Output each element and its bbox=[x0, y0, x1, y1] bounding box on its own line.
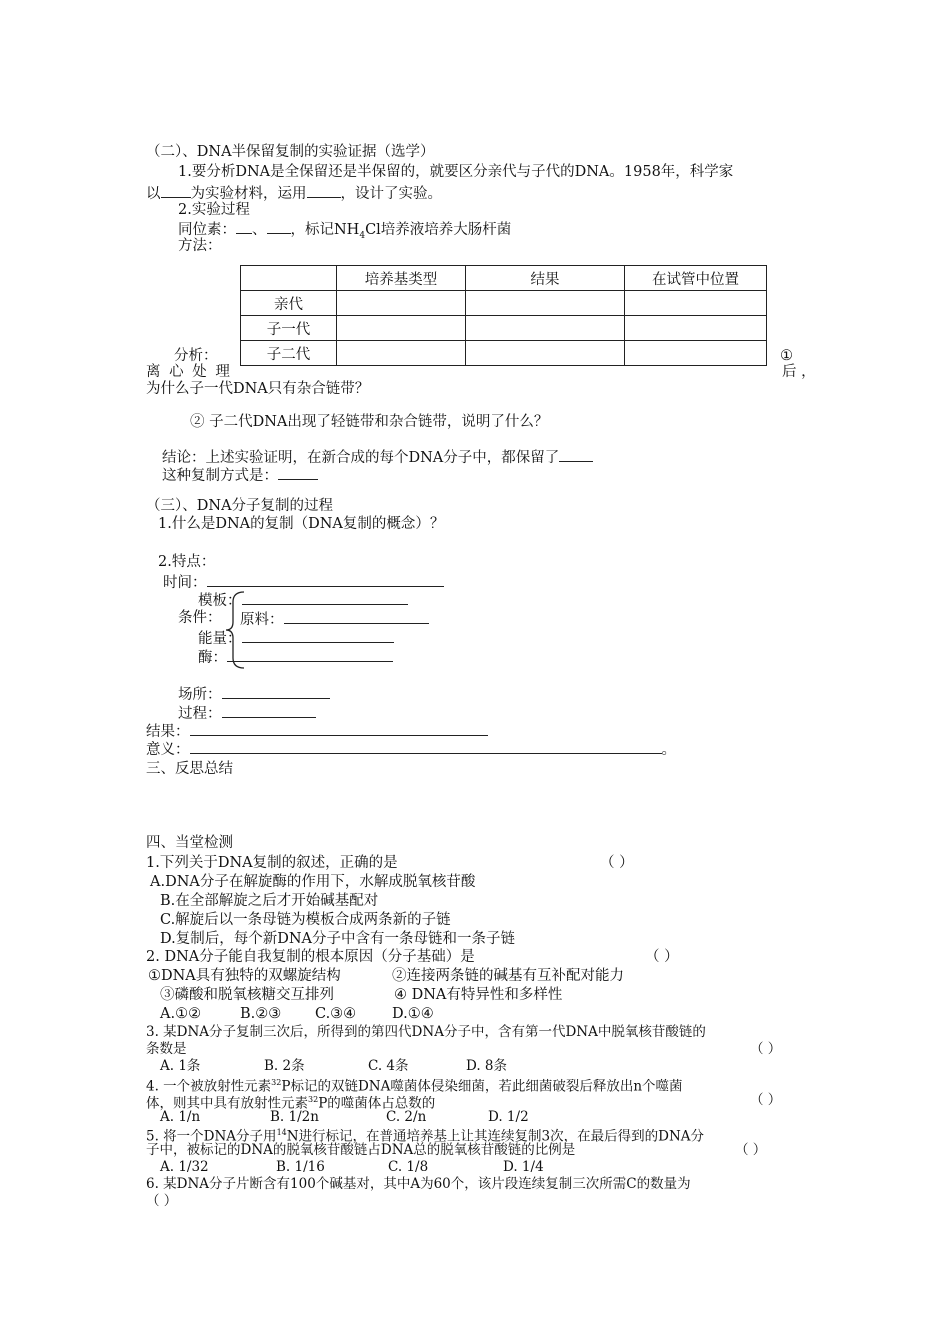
q2-option-d[interactable]: D.①④ bbox=[392, 1006, 434, 1022]
q4-paren[interactable]: （ ） bbox=[750, 1092, 782, 1108]
q5-paren[interactable]: （ ） bbox=[735, 1142, 767, 1158]
q2-item-4: ④ DNA有特异性和多样性 bbox=[394, 987, 563, 1003]
analysis-q2: ② 子二代DNA出现了轻链带和杂合链带，说明了什么？ bbox=[190, 414, 549, 430]
q5-option-c[interactable]: C. 1/8 bbox=[388, 1159, 429, 1175]
table-header: 培养基类型 bbox=[337, 266, 466, 291]
blank-meaning[interactable] bbox=[190, 739, 662, 754]
q4-option-d[interactable]: D. 1/2 bbox=[488, 1109, 529, 1125]
raw-label: 原料： bbox=[240, 612, 284, 628]
q3-option-a[interactable]: A. 1条 bbox=[160, 1058, 201, 1074]
meaning-end: 。 bbox=[661, 742, 676, 758]
s3-features: 2.特点： bbox=[158, 554, 216, 570]
q2-item-1: ①DNA具有独特的双螺旋结构 bbox=[148, 968, 341, 984]
table-cell[interactable] bbox=[466, 316, 625, 341]
meaning-label: 意义： bbox=[146, 742, 190, 758]
q5-sup: 14 bbox=[276, 1128, 287, 1137]
row-label: 亲代 bbox=[241, 291, 337, 316]
s2-p2: 2.实验过程 bbox=[178, 202, 250, 218]
s2-p1-line2 bbox=[146, 183, 442, 203]
blank-enzyme[interactable] bbox=[227, 647, 393, 662]
s2-isotope-line bbox=[178, 219, 511, 245]
q2-item-2: ②连接两条链的碱基有互补配对能力 bbox=[392, 968, 624, 984]
row-label: 子一代 bbox=[241, 316, 337, 341]
q1-paren[interactable]: （ ） bbox=[600, 855, 634, 871]
analysis-q1: 为什么子一代DNA只有杂合链带？ bbox=[146, 381, 370, 397]
s2-p1-b: 为实验材料，运用 bbox=[190, 186, 307, 202]
blank-raw[interactable] bbox=[284, 609, 429, 624]
time-line bbox=[163, 572, 444, 592]
isotope-c: ，标记NH bbox=[290, 222, 360, 238]
q1-option-b[interactable]: B.在全部解旋之后才开始碱基配对 bbox=[160, 893, 379, 909]
table-cell[interactable] bbox=[466, 341, 625, 366]
quiz-heading: 四、当堂检测 bbox=[146, 835, 233, 851]
q2-option-b[interactable]: B.②③ bbox=[240, 1006, 282, 1022]
table-cell[interactable] bbox=[337, 316, 466, 341]
section3-heading: （三）、DNA分子复制的过程 bbox=[146, 498, 334, 514]
q5-option-a[interactable]: A. 1/32 bbox=[160, 1159, 209, 1175]
q2-paren[interactable]: （ ） bbox=[645, 949, 679, 965]
q4-sup: 32 bbox=[271, 1078, 282, 1087]
blank-material[interactable] bbox=[161, 183, 191, 198]
result-label: 结果： bbox=[146, 724, 190, 740]
s2-method: 方法： bbox=[178, 238, 222, 254]
q3-line2: 条数是 bbox=[146, 1041, 187, 1057]
q4-l2-post: P的噬菌体占总数的 bbox=[318, 1095, 436, 1112]
table-header bbox=[241, 266, 337, 291]
q5-line2: 子中，被标记的DNA的脱氧核苷酸链占DNA总的脱氧核苷酸链的比例是 bbox=[146, 1142, 576, 1158]
q4-pre: 4. 一个被放射性元素 bbox=[146, 1078, 272, 1095]
q3-option-d[interactable]: D. 8条 bbox=[466, 1058, 508, 1074]
blank-isotope-1[interactable] bbox=[236, 219, 252, 234]
q2-option-a[interactable]: A.①② bbox=[160, 1006, 202, 1022]
q4-option-a[interactable]: A. 1/n bbox=[160, 1109, 201, 1125]
conclusion-text: 结论：上述实验证明，在新合成的每个DNA分子中，都保留了 bbox=[162, 450, 560, 466]
conditions-label: 条件： bbox=[178, 610, 222, 626]
isotope-label: 同位素： bbox=[178, 222, 236, 238]
q6-paren[interactable]: （ ） bbox=[146, 1193, 178, 1209]
blank-place[interactable] bbox=[222, 684, 330, 699]
s3-q1: 1.什么是DNA的复制（DNA复制的概念）？ bbox=[158, 516, 445, 532]
enzyme-label: 酶： bbox=[198, 650, 227, 666]
table-header: 在试管中位置 bbox=[625, 266, 767, 291]
time-label: 时间： bbox=[163, 575, 207, 591]
q3-line1: 3. 某DNA分子复制三次后，所得到的第四代DNA分子中，含有第一代DNA中脱氧核苷酸链的 bbox=[146, 1024, 706, 1040]
analysis-circle: ① bbox=[780, 348, 793, 364]
blank-technique[interactable] bbox=[307, 183, 341, 198]
analysis-cont: 离 心 处 理 bbox=[146, 364, 232, 380]
s2-p1-a: 以 bbox=[146, 186, 161, 202]
analysis-after: 后 ， bbox=[782, 364, 816, 380]
experiment-table bbox=[240, 265, 767, 366]
q1-option-c[interactable]: C.解旋后以一条母链为模板合成两条新的子链 bbox=[160, 912, 451, 928]
template-label: 模板： bbox=[198, 593, 242, 609]
table-cell[interactable] bbox=[625, 341, 767, 366]
q1-stem: 1.下列关于DNA复制的叙述，正确的是 bbox=[146, 855, 398, 871]
raw-line bbox=[240, 609, 429, 629]
q4-post: P标记的双链DNA噬菌体侵染细菌，若此细菌破裂后释放出n个噬菌 bbox=[281, 1078, 683, 1095]
table-row bbox=[241, 341, 767, 366]
table-cell[interactable] bbox=[625, 291, 767, 316]
s2-p1-line1: 1.要分析DNA是全保留还是半保留的，就要区分亲代与子代的DNA。1958年，科学家 bbox=[178, 164, 734, 180]
table-row bbox=[241, 291, 767, 316]
table-cell[interactable] bbox=[337, 291, 466, 316]
table-header: 结果 bbox=[466, 266, 625, 291]
q2-item-3: ③磷酸和脱氧核糖交互排列 bbox=[160, 987, 334, 1003]
mode-text: 这种复制方式是： bbox=[162, 468, 278, 484]
row-label: 子二代 bbox=[241, 341, 337, 366]
result-line bbox=[146, 721, 488, 741]
q1-option-a[interactable]: A.DNA分子在解旋酶的作用下，水解成脱氧核苷酸 bbox=[150, 874, 476, 890]
blank-time[interactable] bbox=[207, 572, 444, 587]
q4-option-b[interactable]: B. 1/2n bbox=[270, 1109, 319, 1125]
mode-line bbox=[162, 465, 318, 485]
q5-post: N进行标记，在普通培养基上让其连续复制3次，在最后得到的DNA分 bbox=[286, 1128, 705, 1145]
table-row bbox=[241, 316, 767, 341]
table-cell[interactable] bbox=[337, 341, 466, 366]
isotope-sep: 、 bbox=[252, 222, 267, 238]
place-line bbox=[178, 684, 330, 704]
process-line bbox=[178, 703, 316, 723]
blank-template[interactable] bbox=[242, 590, 408, 605]
blank-isotope-2[interactable] bbox=[267, 219, 291, 234]
q4-l2-sup: 32 bbox=[308, 1095, 319, 1104]
table-cell[interactable] bbox=[466, 291, 625, 316]
q4-l2-pre: 体，则其中具有放射性元素 bbox=[146, 1095, 308, 1112]
section2-heading: （二）、DNA半保留复制的实验证据（选学） bbox=[146, 144, 435, 160]
s2-p1-c: ，设计了实验。 bbox=[340, 186, 442, 202]
isotope-d: Cl培养液培养大肠杆菌 bbox=[365, 222, 512, 238]
meaning-line bbox=[146, 739, 676, 759]
q2-option-c[interactable]: C.③④ bbox=[315, 1006, 357, 1022]
q3-option-c[interactable]: C. 4条 bbox=[368, 1058, 409, 1074]
blank-conclusion[interactable] bbox=[559, 447, 593, 462]
blank-result[interactable] bbox=[190, 721, 488, 736]
q5-option-d[interactable]: D. 1/4 bbox=[503, 1159, 544, 1175]
q5-option-b[interactable]: B. 1/16 bbox=[276, 1159, 325, 1175]
conclusion-line bbox=[162, 447, 593, 467]
q4-option-c[interactable]: C. 2/n bbox=[386, 1109, 427, 1125]
left-brace-icon bbox=[224, 590, 246, 670]
q6-line1: 6. 某DNA分子片断含有100个碱基对，其中A为60个，该片段连续复制三次所需C的数量为 bbox=[146, 1176, 691, 1192]
blank-energy[interactable] bbox=[242, 628, 394, 643]
table-cell[interactable] bbox=[625, 316, 767, 341]
place-label: 场所： bbox=[178, 687, 222, 703]
analysis-label: 分析： bbox=[174, 348, 218, 364]
q1-option-d[interactable]: D.复制后，每个新DNA分子中含有一条母链和一条子链 bbox=[160, 931, 516, 947]
q3-paren[interactable]: （ ） bbox=[750, 1041, 782, 1057]
q2-stem: 2. DNA分子能自我复制的根本原因（分子基础）是 bbox=[146, 949, 475, 965]
q3-option-b[interactable]: B. 2条 bbox=[264, 1058, 305, 1074]
energy-label: 能量： bbox=[198, 631, 242, 647]
blank-mode[interactable] bbox=[278, 465, 318, 480]
q5-pre: 5. 将一个DNA分子用 bbox=[146, 1128, 277, 1145]
reflect-heading: 三、反思总结 bbox=[146, 761, 233, 777]
isotope-sub: 4 bbox=[359, 230, 366, 241]
blank-process[interactable] bbox=[222, 703, 316, 718]
table-header-row bbox=[241, 266, 767, 291]
process-label: 过程： bbox=[178, 706, 222, 722]
